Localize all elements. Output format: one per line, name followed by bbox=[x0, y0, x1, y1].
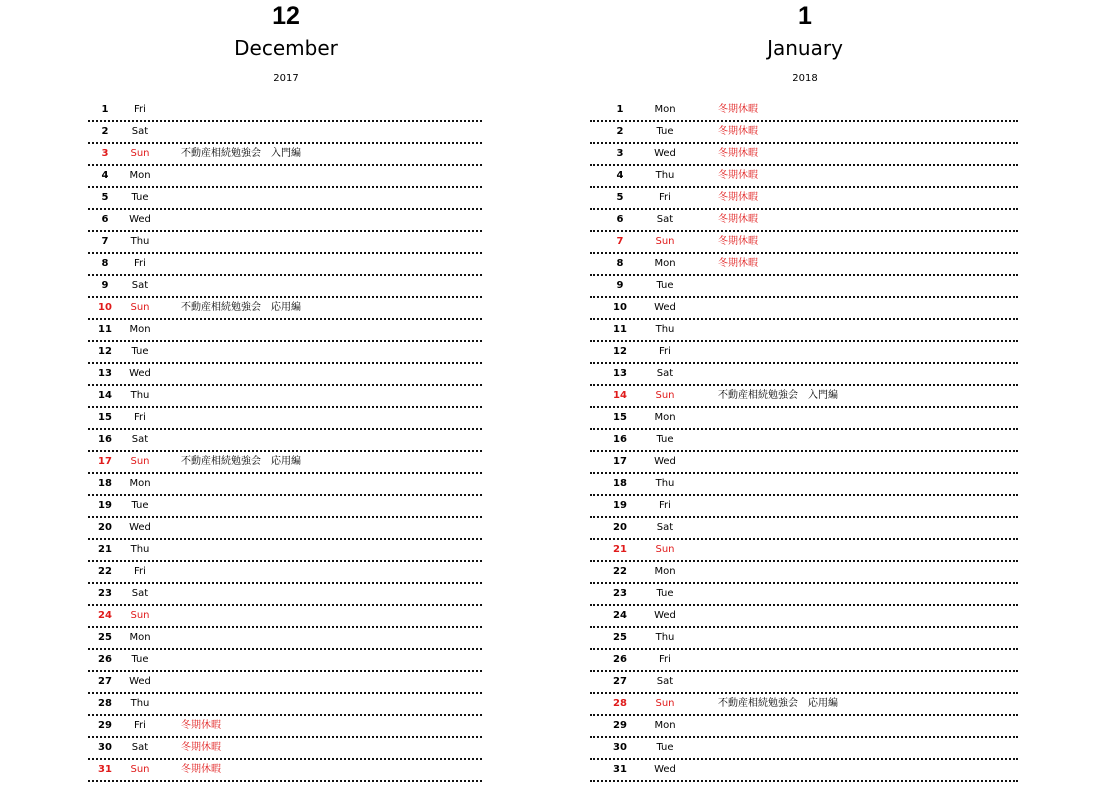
weekday-label: Fri bbox=[659, 500, 671, 511]
weekday-label: Thu bbox=[130, 544, 150, 555]
year-label: 2017 bbox=[273, 73, 299, 84]
day-row bbox=[590, 694, 1018, 716]
day-number: 3 bbox=[101, 148, 109, 159]
day-row bbox=[88, 166, 482, 188]
weekday-label: Tue bbox=[656, 742, 674, 753]
day-row bbox=[88, 232, 482, 254]
day-row bbox=[88, 628, 482, 650]
day-row bbox=[88, 760, 482, 782]
day-number: 15 bbox=[98, 412, 112, 423]
day-row bbox=[590, 386, 1018, 408]
event-text: 冬期休暇 bbox=[718, 148, 758, 159]
day-number: 23 bbox=[98, 588, 112, 599]
day-number: 13 bbox=[98, 368, 112, 379]
day-row bbox=[88, 452, 482, 474]
weekday-label: Sat bbox=[131, 742, 149, 753]
day-number: 13 bbox=[613, 368, 627, 379]
weekday-label: Thu bbox=[130, 698, 150, 709]
weekday-label: Sat bbox=[131, 588, 149, 599]
day-row bbox=[590, 474, 1018, 496]
weekday-label: Tue bbox=[131, 500, 149, 511]
event-text: 冬期休暇 bbox=[718, 170, 758, 181]
event-text: 冬期休暇 bbox=[718, 192, 758, 203]
weekday-label: Wed bbox=[654, 148, 676, 159]
day-row bbox=[590, 650, 1018, 672]
day-number: 19 bbox=[613, 500, 627, 511]
day-number: 8 bbox=[101, 258, 109, 269]
weekday-label: Sun bbox=[655, 544, 675, 555]
day-row bbox=[590, 452, 1018, 474]
day-number: 15 bbox=[613, 412, 627, 423]
weekday-label: Wed bbox=[129, 522, 151, 533]
day-number: 21 bbox=[613, 544, 627, 555]
weekday-label: Sat bbox=[131, 434, 149, 445]
weekday-label: Sat bbox=[131, 280, 149, 291]
day-number: 11 bbox=[98, 324, 112, 335]
weekday-label: Tue bbox=[131, 346, 149, 357]
day-number: 20 bbox=[98, 522, 112, 533]
day-row bbox=[590, 496, 1018, 518]
weekday-label: Mon bbox=[654, 412, 676, 423]
day-row bbox=[88, 562, 482, 584]
day-row bbox=[88, 430, 482, 452]
weekday-label: Sat bbox=[656, 676, 674, 687]
weekday-label: Sun bbox=[130, 302, 150, 313]
day-row bbox=[88, 738, 482, 760]
day-row bbox=[88, 188, 482, 210]
day-number: 19 bbox=[98, 500, 112, 511]
day-row bbox=[88, 298, 482, 320]
weekday-label: Wed bbox=[129, 214, 151, 225]
weekday-label: Thu bbox=[130, 390, 150, 401]
day-row bbox=[88, 320, 482, 342]
event-text: 不動産相続勉強会 入門編 bbox=[181, 148, 301, 159]
weekday-label: Mon bbox=[654, 720, 676, 731]
day-row bbox=[590, 166, 1018, 188]
month-name: January bbox=[767, 36, 843, 60]
day-number: 12 bbox=[613, 346, 627, 357]
day-row bbox=[88, 474, 482, 496]
weekday-label: Thu bbox=[655, 478, 675, 489]
day-row bbox=[590, 210, 1018, 232]
weekday-label: Fri bbox=[134, 720, 146, 731]
day-number: 17 bbox=[98, 456, 112, 467]
event-text: 冬期休暇 bbox=[718, 214, 758, 225]
day-number: 10 bbox=[613, 302, 627, 313]
event-text: 冬期休暇 bbox=[718, 104, 758, 115]
day-row bbox=[88, 254, 482, 276]
day-row bbox=[88, 122, 482, 144]
day-number: 29 bbox=[613, 720, 627, 731]
weekday-label: Wed bbox=[654, 764, 676, 775]
weekday-label: Mon bbox=[654, 258, 676, 269]
day-row bbox=[88, 100, 482, 122]
day-number: 25 bbox=[613, 632, 627, 643]
weekday-label: Thu bbox=[655, 632, 675, 643]
day-row bbox=[590, 518, 1018, 540]
weekday-label: Fri bbox=[659, 192, 671, 203]
day-number: 26 bbox=[613, 654, 627, 665]
day-row bbox=[88, 144, 482, 166]
day-row bbox=[590, 364, 1018, 386]
weekday-label: Sat bbox=[656, 214, 674, 225]
day-row bbox=[590, 716, 1018, 738]
day-number: 30 bbox=[98, 742, 112, 753]
weekday-label: Tue bbox=[656, 588, 674, 599]
event-text: 不動産相続勉強会 入門編 bbox=[718, 390, 838, 401]
day-row bbox=[590, 144, 1018, 166]
day-number: 11 bbox=[613, 324, 627, 335]
weekday-label: Wed bbox=[654, 610, 676, 621]
event-text: 冬期休暇 bbox=[718, 236, 758, 247]
event-text: 不動産相続勉強会 応用編 bbox=[718, 698, 838, 709]
day-row bbox=[88, 386, 482, 408]
day-number: 21 bbox=[98, 544, 112, 555]
day-number: 2 bbox=[101, 126, 109, 137]
weekday-label: Sun bbox=[655, 390, 675, 401]
day-number: 12 bbox=[98, 346, 112, 357]
month-number: 1 bbox=[798, 2, 812, 30]
day-row bbox=[88, 408, 482, 430]
day-row bbox=[590, 672, 1018, 694]
month-name: December bbox=[234, 36, 338, 60]
weekday-label: Sat bbox=[131, 126, 149, 137]
day-number: 4 bbox=[616, 170, 624, 181]
weekday-label: Mon bbox=[129, 170, 151, 181]
event-text: 冬期休暇 bbox=[181, 764, 221, 775]
event-text: 不動産相続勉強会 応用編 bbox=[181, 302, 301, 313]
weekday-label: Sun bbox=[130, 148, 150, 159]
weekday-label: Sun bbox=[655, 698, 675, 709]
day-row bbox=[590, 122, 1018, 144]
weekday-label: Sun bbox=[655, 236, 675, 247]
day-number: 7 bbox=[101, 236, 109, 247]
day-row bbox=[88, 210, 482, 232]
day-number: 1 bbox=[616, 104, 624, 115]
day-number: 29 bbox=[98, 720, 112, 731]
event-text: 冬期休暇 bbox=[718, 126, 758, 137]
day-number: 25 bbox=[98, 632, 112, 643]
weekday-label: Tue bbox=[131, 192, 149, 203]
weekday-label: Sun bbox=[130, 764, 150, 775]
weekday-label: Tue bbox=[656, 280, 674, 291]
day-number: 14 bbox=[98, 390, 112, 401]
day-number: 24 bbox=[613, 610, 627, 621]
weekday-label: Mon bbox=[129, 632, 151, 643]
day-row bbox=[590, 342, 1018, 364]
day-number: 7 bbox=[616, 236, 624, 247]
weekday-label: Fri bbox=[134, 258, 146, 269]
event-text: 冬期休暇 bbox=[181, 720, 221, 731]
weekday-label: Thu bbox=[655, 170, 675, 181]
day-row bbox=[590, 540, 1018, 562]
day-number: 5 bbox=[101, 192, 109, 203]
day-number: 22 bbox=[98, 566, 112, 577]
day-number: 28 bbox=[613, 698, 627, 709]
day-number: 5 bbox=[616, 192, 624, 203]
day-row bbox=[590, 188, 1018, 210]
day-row bbox=[590, 254, 1018, 276]
day-row bbox=[590, 562, 1018, 584]
day-number: 6 bbox=[101, 214, 109, 225]
day-row bbox=[88, 694, 482, 716]
weekday-label: Mon bbox=[129, 324, 151, 335]
day-row bbox=[590, 584, 1018, 606]
day-row bbox=[88, 364, 482, 386]
event-text: 冬期休暇 bbox=[718, 258, 758, 269]
day-number: 4 bbox=[101, 170, 109, 181]
day-row bbox=[590, 628, 1018, 650]
day-row bbox=[88, 672, 482, 694]
month-number: 12 bbox=[272, 2, 300, 30]
weekday-label: Sun bbox=[130, 456, 150, 467]
day-row bbox=[590, 738, 1018, 760]
weekday-label: Wed bbox=[129, 676, 151, 687]
day-row bbox=[88, 584, 482, 606]
day-number: 10 bbox=[98, 302, 112, 313]
event-text: 不動産相続勉強会 応用編 bbox=[181, 456, 301, 467]
day-row bbox=[590, 408, 1018, 430]
day-list bbox=[88, 100, 482, 782]
weekday-label: Sat bbox=[656, 522, 674, 533]
event-text: 冬期休暇 bbox=[181, 742, 221, 753]
weekday-label: Mon bbox=[129, 478, 151, 489]
weekday-label: Thu bbox=[655, 324, 675, 335]
day-row bbox=[590, 100, 1018, 122]
weekday-label: Tue bbox=[656, 434, 674, 445]
day-row bbox=[88, 496, 482, 518]
day-number: 3 bbox=[616, 148, 624, 159]
day-number: 23 bbox=[613, 588, 627, 599]
weekday-label: Sun bbox=[130, 610, 150, 621]
day-number: 28 bbox=[98, 698, 112, 709]
day-row bbox=[590, 760, 1018, 782]
day-number: 27 bbox=[613, 676, 627, 687]
day-number: 18 bbox=[613, 478, 627, 489]
day-number: 17 bbox=[613, 456, 627, 467]
day-number: 22 bbox=[613, 566, 627, 577]
year-label: 2018 bbox=[792, 73, 818, 84]
day-number: 14 bbox=[613, 390, 627, 401]
day-number: 8 bbox=[616, 258, 624, 269]
day-number: 30 bbox=[613, 742, 627, 753]
day-list bbox=[590, 100, 1018, 782]
day-number: 18 bbox=[98, 478, 112, 489]
day-number: 16 bbox=[98, 434, 112, 445]
weekday-label: Tue bbox=[656, 126, 674, 137]
day-row bbox=[590, 276, 1018, 298]
weekday-label: Wed bbox=[129, 368, 151, 379]
day-number: 24 bbox=[98, 610, 112, 621]
day-row bbox=[88, 540, 482, 562]
day-number: 9 bbox=[616, 280, 624, 291]
day-row bbox=[590, 606, 1018, 628]
weekday-label: Thu bbox=[130, 236, 150, 247]
day-row bbox=[88, 606, 482, 628]
day-row bbox=[88, 650, 482, 672]
day-row bbox=[88, 276, 482, 298]
day-number: 6 bbox=[616, 214, 624, 225]
day-number: 26 bbox=[98, 654, 112, 665]
day-number: 2 bbox=[616, 126, 624, 137]
day-row bbox=[88, 342, 482, 364]
day-number: 16 bbox=[613, 434, 627, 445]
day-row bbox=[88, 518, 482, 540]
weekday-label: Mon bbox=[654, 566, 676, 577]
weekday-label: Fri bbox=[659, 346, 671, 357]
weekday-label: Fri bbox=[134, 566, 146, 577]
day-row bbox=[88, 716, 482, 738]
weekday-label: Fri bbox=[134, 412, 146, 423]
weekday-label: Fri bbox=[659, 654, 671, 665]
day-row bbox=[590, 320, 1018, 342]
weekday-label: Tue bbox=[131, 654, 149, 665]
day-number: 1 bbox=[101, 104, 109, 115]
weekday-label: Wed bbox=[654, 302, 676, 313]
weekday-label: Sat bbox=[656, 368, 674, 379]
day-row bbox=[590, 298, 1018, 320]
day-number: 31 bbox=[98, 764, 112, 775]
day-number: 31 bbox=[613, 764, 627, 775]
day-row bbox=[590, 232, 1018, 254]
weekday-label: Wed bbox=[654, 456, 676, 467]
weekday-label: Fri bbox=[134, 104, 146, 115]
day-row bbox=[590, 430, 1018, 452]
weekday-label: Mon bbox=[654, 104, 676, 115]
day-number: 27 bbox=[98, 676, 112, 687]
day-number: 20 bbox=[613, 522, 627, 533]
day-number: 9 bbox=[101, 280, 109, 291]
